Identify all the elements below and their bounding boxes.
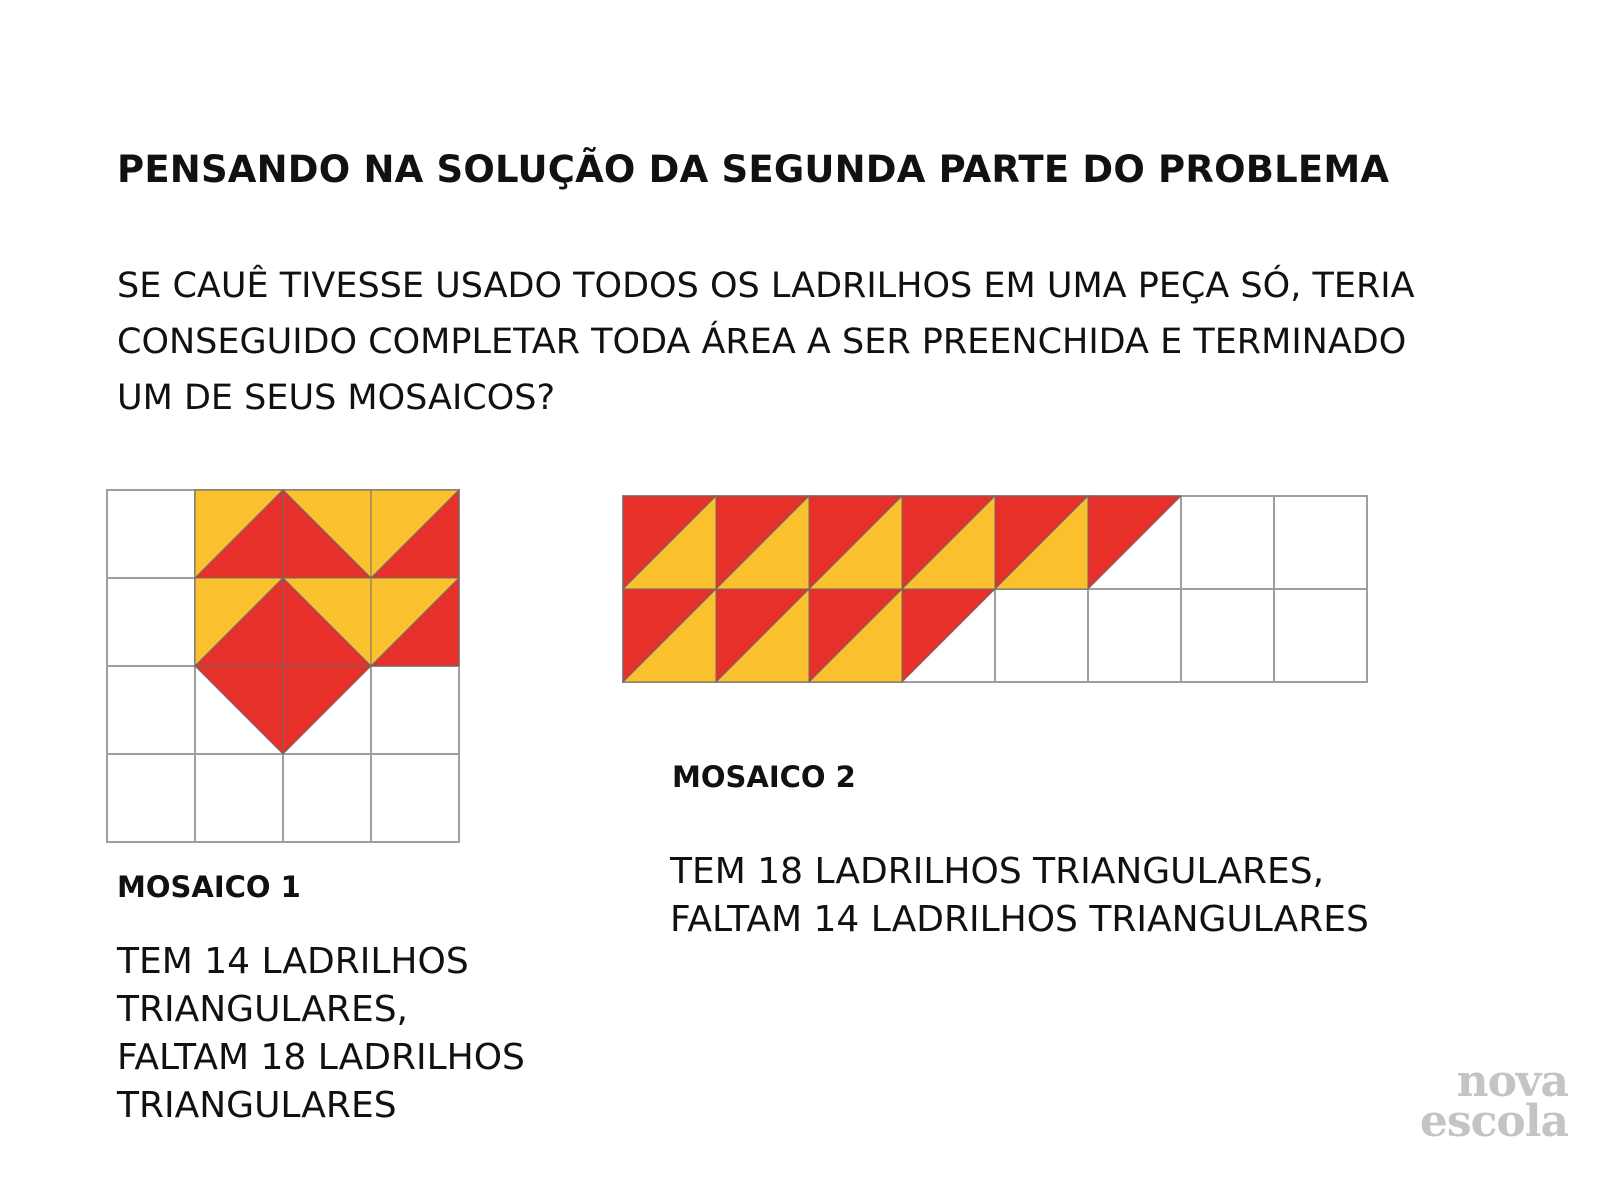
grid-cell: [107, 578, 195, 666]
mosaic-1-desc-line: FALTAM 18 LADRILHOS: [117, 1037, 525, 1078]
grid-cell: [1274, 589, 1367, 682]
mosaic-1-caption: MOSAICO 1: [117, 870, 301, 904]
grid-cell: [995, 589, 1088, 682]
mosaic-2-description: [670, 848, 1369, 944]
logo-line: nova: [1456, 1056, 1568, 1107]
mosaic-1-desc-line: TRIANGULARES: [117, 1085, 397, 1126]
mosaic-2-desc-line: TEM 18 LADRILHOS TRIANGULARES,: [670, 851, 1325, 892]
question-line: SE CAUÊ TIVESSE USADO TODOS OS LADRILHOS EM UMA PEÇA SÓ, TERIA: [117, 266, 1415, 306]
question-text: [117, 258, 1517, 426]
mosaic-1-desc-line: TEM 14 LADRILHOS: [117, 941, 469, 982]
grid-cell: [371, 666, 459, 754]
nova-escola-logo: [1418, 1056, 1568, 1147]
mosaic-2-caption: MOSAICO 2: [672, 760, 856, 794]
grid-cell: [195, 754, 283, 842]
grid-cell: [107, 754, 195, 842]
grid-cell: [283, 754, 371, 842]
mosaic-2-grid: [623, 496, 1367, 682]
mosaic-2-cells: [623, 496, 1367, 682]
question-line: UM DE SEUS MOSAICOS?: [117, 378, 556, 418]
grid-cell: [1088, 589, 1181, 682]
grid-cell: [107, 666, 195, 754]
question-line: CONSEGUIDO COMPLETAR TODA ÁREA A SER PREENCHIDA E TERMINADO: [117, 322, 1407, 362]
grid-cell: [371, 754, 459, 842]
mosaic-2-desc-line: FALTAM 14 LADRILHOS TRIANGULARES: [670, 899, 1369, 940]
grid-cell: [107, 490, 195, 578]
grid-cell: [1274, 496, 1367, 589]
mosaic-1-grid: [107, 490, 459, 842]
grid-cell: [1181, 589, 1274, 682]
logo-line: escola: [1419, 1096, 1568, 1147]
mosaic-1-description: [117, 938, 525, 1130]
mosaic-1-cells: [107, 490, 459, 842]
page-heading: PENSANDO NA SOLUÇÃO DA SEGUNDA PARTE DO PROBLEMA: [117, 148, 1390, 191]
mosaic-1-desc-line: TRIANGULARES,: [117, 989, 408, 1030]
grid-cell: [1181, 496, 1274, 589]
